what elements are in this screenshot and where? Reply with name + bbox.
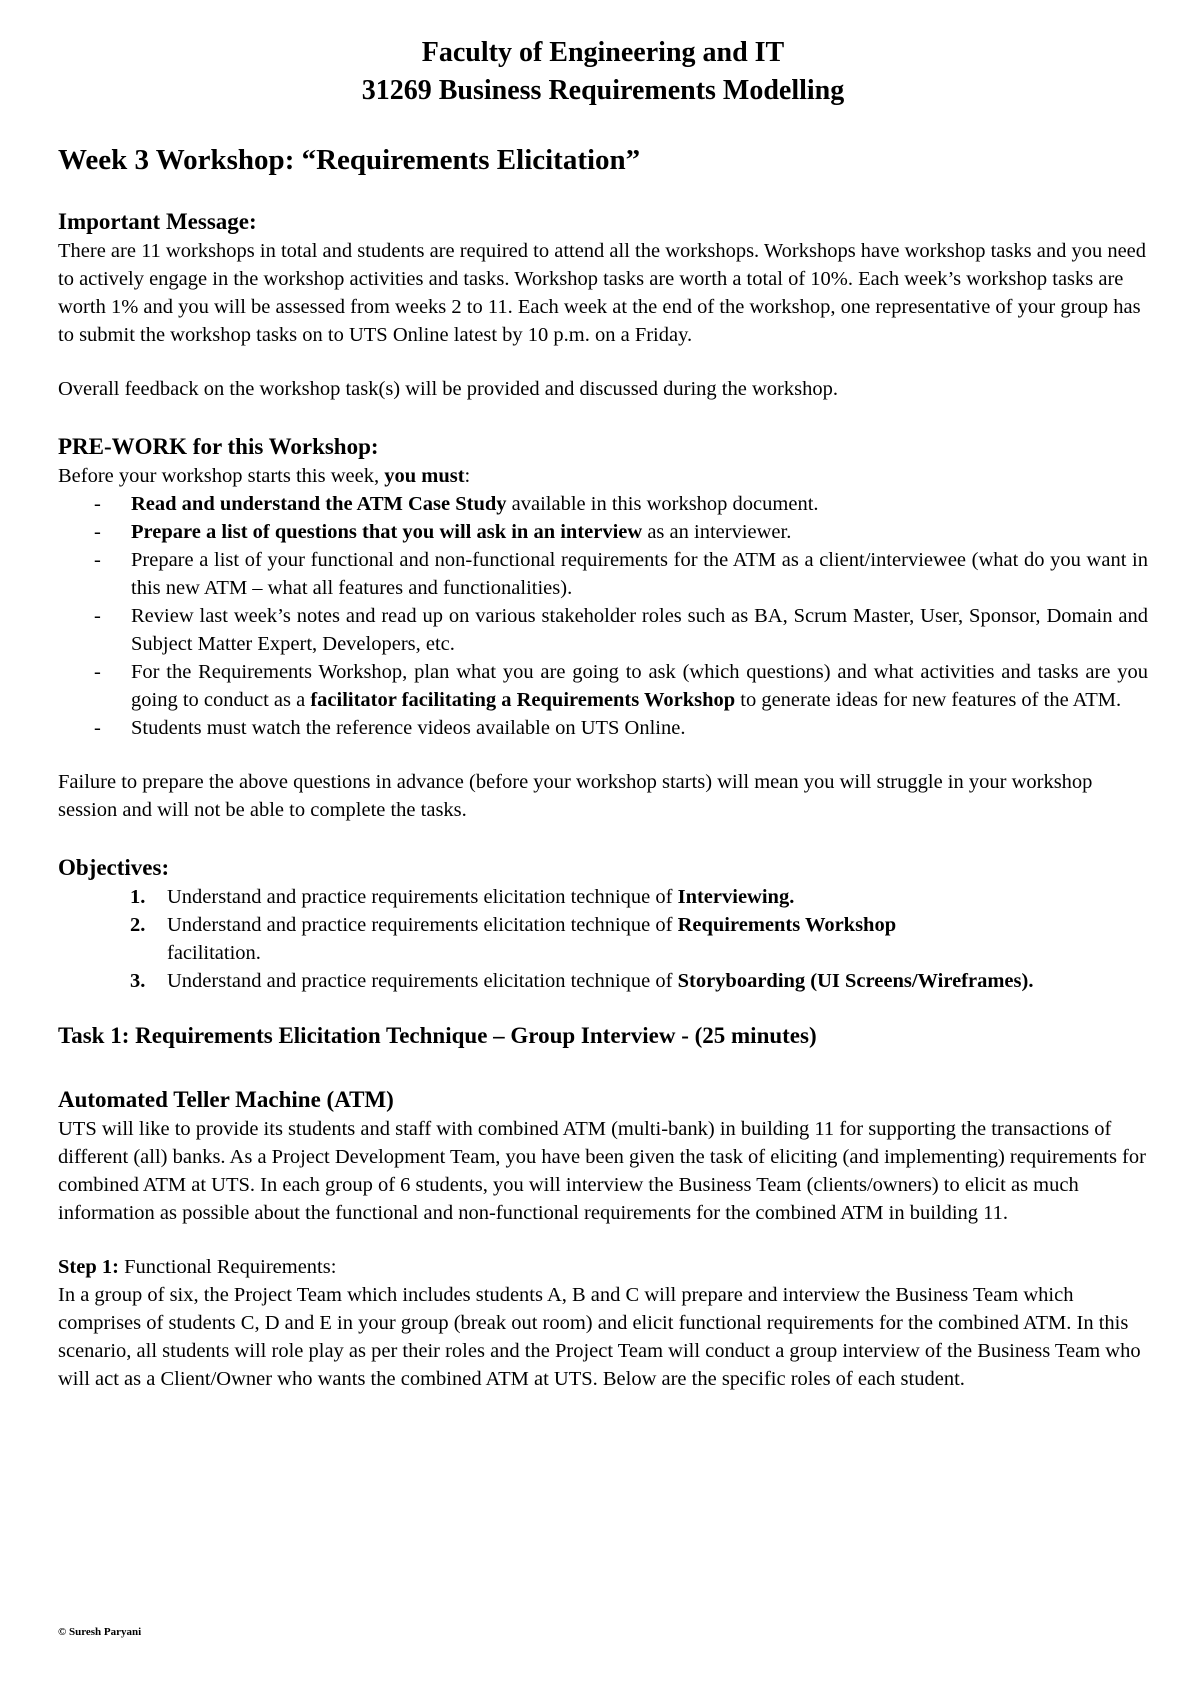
item-text: Review last week’s notes and read up on various stakeholder roles such as BA, Scrum Master, User, Sponsor, Domain and Subject Matter Expert, Developers, etc. (131, 605, 1148, 655)
item-text: as an interviewer. (642, 521, 792, 543)
item-text-end: to generate ideas for new features of the ATM. (735, 689, 1122, 711)
item-text: Understand and practice requirements elicitation technique of (167, 914, 678, 936)
objectives-heading: Objectives: (58, 855, 170, 880)
atm-body: UTS will like to provide its students and staff with combined ATM (multi-bank) in building 11 for supporting the transactions of different (all) banks. As a Project Development Team, you have been given the task of eliciting (and implementing) requirements for combined ATM at UTS. In each group of 6 students, you will interview the Business Team (clients/owners) to elicit as much information as possible about the functional and non-functional requirements for the combined ATM in building 11. (58, 1118, 1146, 1224)
step-title: Functional Requirements: (118, 1256, 337, 1278)
week-title: Week 3 Workshop: “Requirements Elicitation” (58, 144, 641, 176)
faculty-title: Faculty of Engineering and IT (421, 37, 785, 68)
copyright-footer: © Suresh Paryani (58, 1626, 142, 1638)
feedback-text: Overall feedback on the workshop task(s) will be provided and discussed during the workshop. (58, 378, 838, 400)
item-text: available in this workshop document. (506, 493, 819, 515)
item-bold: Requirements Workshop (677, 914, 897, 936)
step1-body: In a group of six, the Project Team which includes students A, B and C will prepare and interview the Business Team which comprises of students C, D and E in your group (break out room) and elicit functional requirements for the combined ATM. In this scenario, all students will role play as per their roles and the Project Team will conduct a group interview of the Business Team who will act as a Client/Owner who wants the combined ATM at UTS. Below are the specific roles of each student. (58, 1284, 1141, 1390)
step1-heading (58, 1253, 1148, 1281)
item-bold: Interviewing. (677, 886, 795, 908)
list-item (58, 911, 1148, 967)
dash-bullet: - (94, 521, 101, 543)
dash-bullet: - (94, 549, 101, 571)
item-bold: Read and understand the ATM Case Study (131, 493, 507, 515)
item-text: Prepare a list of your functional and non-functional requirements for the ATM as a client/interviewee (what do you want in this new ATM – what all features and functionalities). (131, 549, 1148, 599)
subject-title: 31269 Business Requirements Modelling (361, 75, 845, 106)
prework-intro-text: Before your workshop starts this week, (58, 465, 385, 487)
item-bold: Storyboarding (UI Screens/Wireframes). (677, 970, 1034, 992)
document-page (58, 34, 1148, 1393)
dash-bullet: - (94, 493, 101, 515)
important-body: There are 11 workshops in total and students are required to attend all the workshops. Workshops have workshop tasks and you need to actively engage in the workshop activities and tasks. Workshop tasks are worth a total of 10%. Each week’s workshop tasks are worth 1% and you will be assessed from weeks 2 to 11. Each week at the end of the workshop, one representative of your group has to submit the workshop tasks on to UTS Online latest by 10 p.m. on a Friday. (58, 240, 1147, 346)
list-item (58, 490, 1148, 518)
item-text: Understand and practice requirements elicitation technique of (167, 886, 678, 908)
item-number: 1. (130, 886, 146, 908)
objectives-list (58, 883, 1148, 995)
list-item (58, 518, 1148, 546)
item-text: Understand and practice requirements elicitation technique of (167, 970, 678, 992)
item-text: Students must watch the reference videos available on UTS Online. (131, 717, 686, 739)
prework-intro-end: : (464, 465, 471, 487)
document-header (58, 34, 1148, 110)
list-item (58, 546, 1148, 602)
important-heading: Important Message: (58, 209, 257, 234)
prework-list (58, 490, 1148, 742)
list-item (58, 714, 1148, 742)
item-number: 3. (130, 970, 146, 992)
item-bold: facilitator facilitating a Requirements Workshop (310, 689, 736, 711)
prework-heading: PRE-WORK for this Workshop: (58, 434, 379, 459)
atm-heading: Automated Teller Machine (ATM) (58, 1087, 394, 1112)
list-item (58, 967, 1148, 995)
item-number: 2. (130, 914, 146, 936)
prework-intro-bold: you must (384, 465, 465, 487)
list-item (58, 658, 1148, 714)
prework-intro (58, 462, 1148, 490)
failure-warning: Failure to prepare the above questions in advance (before your workshop starts) will mean you will struggle in your workshop session and will not be able to complete the tasks. (58, 771, 1093, 821)
dash-bullet: - (94, 605, 101, 627)
step-label: Step 1: (58, 1256, 119, 1278)
task1-heading: Task 1: Requirements Elicitation Technique – Group Interview - (25 minutes) (58, 1023, 817, 1048)
item-bold: Prepare a list of questions that you will ask in an interview (131, 521, 643, 543)
dash-bullet: - (94, 717, 101, 739)
list-item (58, 883, 1148, 911)
item-text: For the Requirements Workshop, plan what you are going to ask (which questions) and what activities and tasks are you going to conduct as a (131, 661, 1148, 711)
item-tail: facilitation. (167, 942, 261, 964)
list-item (58, 602, 1148, 658)
dash-bullet: - (94, 661, 101, 683)
